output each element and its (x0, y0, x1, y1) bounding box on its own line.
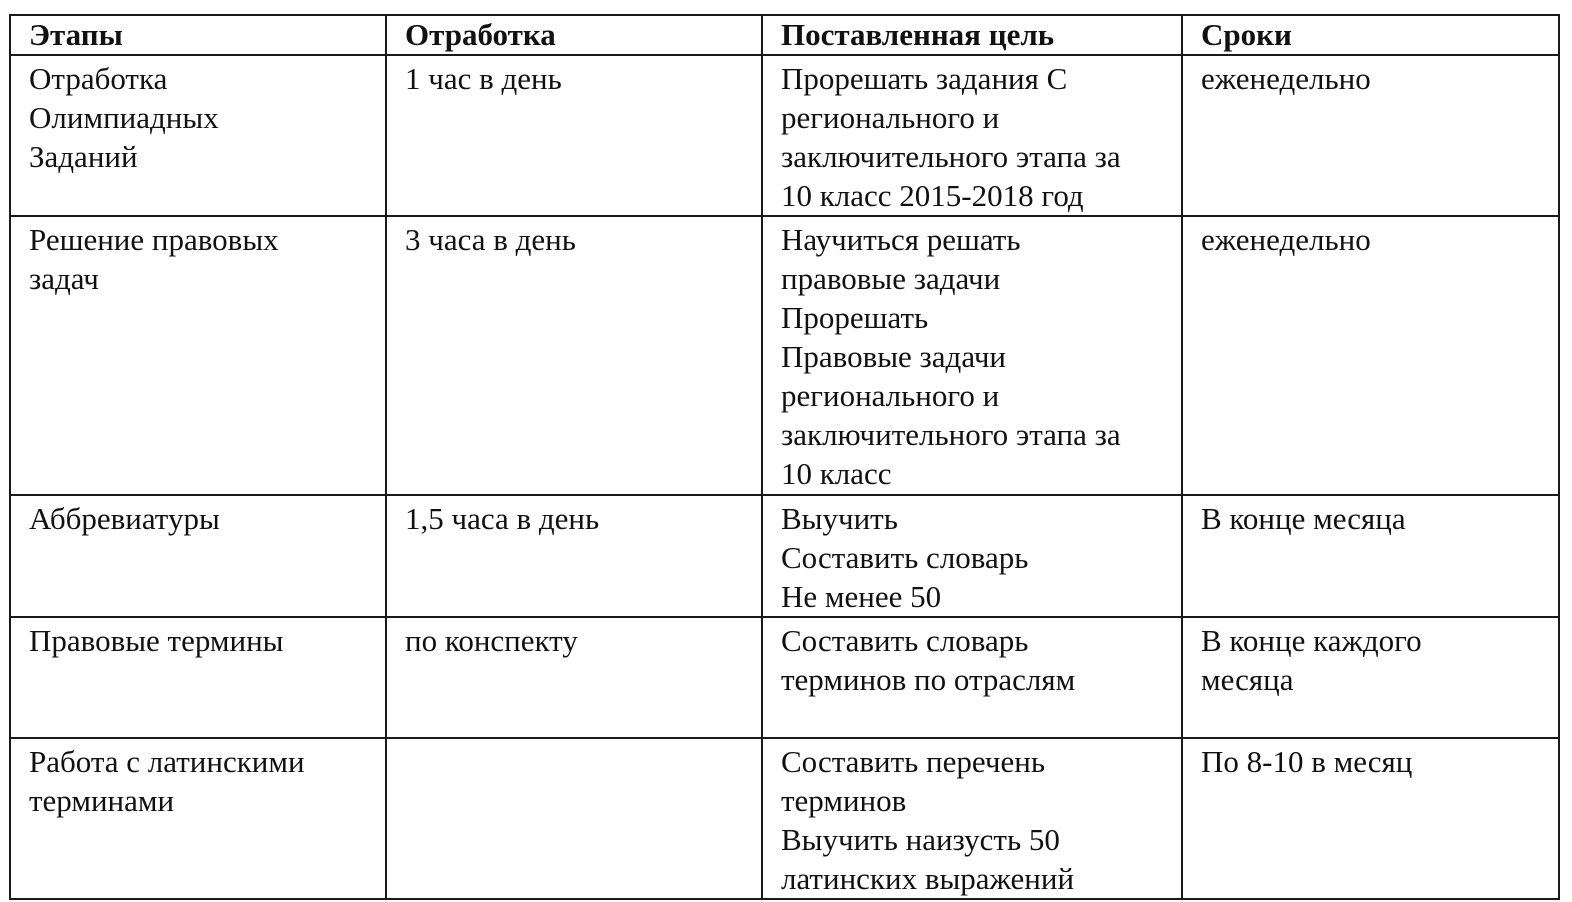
table-row (10, 738, 1559, 899)
table-row (10, 617, 1559, 738)
cell-deadline: еженедельно (1182, 216, 1559, 495)
cell-stage: Решение правовых задач (10, 216, 386, 495)
cell-stage: Правовые термины (10, 617, 386, 738)
cell-stage: Отработка Олимпиадных Заданий (10, 55, 386, 216)
header-practice: Отработка (386, 15, 762, 55)
header-row (10, 15, 1559, 55)
cell-goal: Составить перечень терминов Выучить наизусть 50 латинских выражений (762, 738, 1182, 899)
cell-goal: Составить словарь терминов по отраслям (762, 617, 1182, 738)
cell-goal: Научиться решать правовые задачи Прорешать Правовые задачи регионального и заключительного этапа за 10 класс (762, 216, 1182, 495)
cell-practice: 1 час в день (386, 55, 762, 216)
cell-goal: Выучить Составить словарь Не менее 50 (762, 495, 1182, 617)
study-plan-table (9, 14, 1560, 900)
cell-stage: Работа с латинскими терминами (10, 738, 386, 899)
header-stages: Этапы (10, 15, 386, 55)
header-goal: Поставленная цель (762, 15, 1182, 55)
table-row (10, 495, 1559, 617)
table-row (10, 55, 1559, 216)
cell-practice (386, 738, 762, 899)
cell-stage: Аббревиатуры (10, 495, 386, 617)
cell-deadline: еженедельно (1182, 55, 1559, 216)
header-deadline: Сроки (1182, 15, 1559, 55)
table-body (10, 55, 1559, 899)
cell-practice: 1,5 часа в день (386, 495, 762, 617)
table-header (10, 15, 1559, 55)
cell-deadline: В конце каждого месяца (1182, 617, 1559, 738)
cell-goal: Прорешать задания С регионального и заключительного этапа за 10 класс 2015-2018 год (762, 55, 1182, 216)
cell-deadline: По 8-10 в месяц (1182, 738, 1559, 899)
cell-practice: 3 часа в день (386, 216, 762, 495)
cell-deadline: В конце месяца (1182, 495, 1559, 617)
table-row (10, 216, 1559, 495)
cell-practice: по конспекту (386, 617, 762, 738)
